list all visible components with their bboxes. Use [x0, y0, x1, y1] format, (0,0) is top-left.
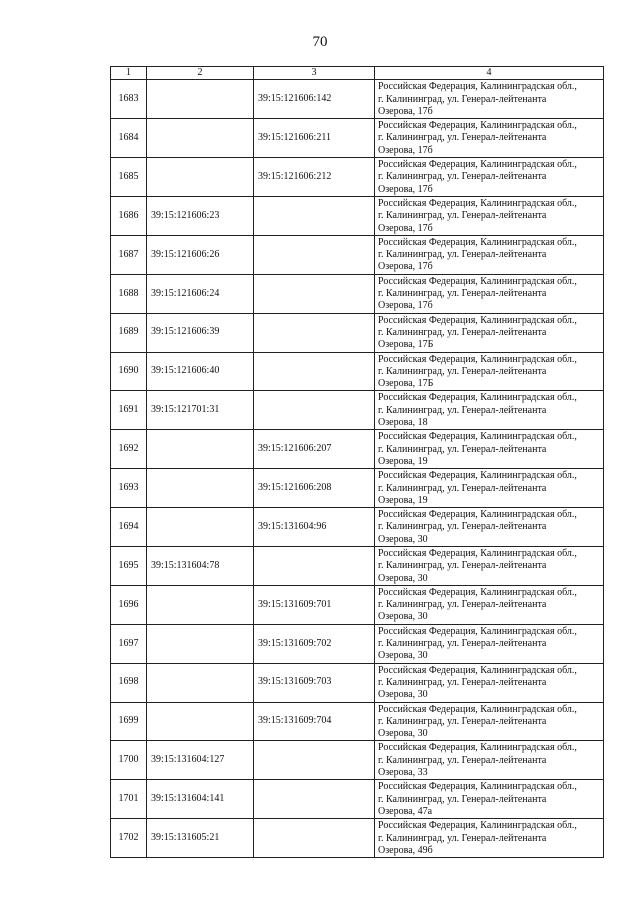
object-number-cell: 39:15:131609:702 — [254, 624, 375, 663]
registry-table — [110, 66, 604, 858]
object-number-cell: 39:15:131609:704 — [254, 702, 375, 741]
address-line: Российская Федерация, Калининградская обл., — [378, 236, 577, 248]
table-row — [111, 391, 604, 430]
object-number-cell: 39:15:121606:208 — [254, 469, 375, 508]
address-cell — [375, 546, 604, 585]
address-cell — [375, 741, 604, 780]
address-line: Российская Федерация, Калининградская обл., — [378, 197, 577, 209]
header-col-3: 3 — [254, 67, 375, 80]
table-row — [111, 741, 604, 780]
cadastral-number-cell — [147, 585, 254, 624]
cadastral-number-cell — [147, 119, 254, 158]
address-cell — [375, 430, 604, 469]
table-row — [111, 274, 604, 313]
address-line: г. Калининград, ул. Генерал-лейтенанта — [378, 676, 547, 688]
address-line: Озерова, 17б — [378, 183, 433, 195]
table-row — [111, 80, 604, 119]
address-line: г. Калининград, ул. Генерал-лейтенанта — [378, 171, 547, 183]
address-cell — [375, 819, 604, 858]
address-line: Озерова, 30 — [378, 728, 428, 740]
page-number: 70 — [312, 34, 328, 50]
table-row — [111, 196, 604, 235]
address-line: г. Калининград, ул. Генерал-лейтенанта — [378, 404, 547, 416]
object-number-cell: 39:15:121606:211 — [254, 119, 375, 158]
row-number-cell: 1698 — [111, 663, 147, 702]
row-number-cell: 1683 — [111, 80, 147, 119]
cadastral-number-cell: 39:15:131605:21 — [147, 819, 254, 858]
address-line: г. Калининград, ул. Генерал-лейтенанта — [378, 443, 547, 455]
address-cell — [375, 196, 604, 235]
table-row — [111, 546, 604, 585]
row-number-cell: 1699 — [111, 702, 147, 741]
address-line: Российская Федерация, Калининградская обл., — [378, 509, 577, 521]
address-line: г. Калининград, ул. Генерал-лейтенанта — [378, 93, 547, 105]
address-line: Озерова, 30 — [378, 689, 428, 701]
address-line: Озерова, 30 — [378, 650, 428, 662]
header-col-1: 1 — [111, 67, 147, 80]
address-line: г. Калининград, ул. Генерал-лейтенанта — [378, 365, 547, 377]
object-number-cell — [254, 780, 375, 819]
cadastral-number-cell — [147, 702, 254, 741]
address-line: Озерова, 33 — [378, 767, 428, 779]
address-line: Озерова, 17Б — [378, 378, 434, 390]
object-number-cell — [254, 196, 375, 235]
cadastral-number-cell: 39:15:121606:39 — [147, 313, 254, 352]
address-cell — [375, 313, 604, 352]
address-cell — [375, 235, 604, 274]
row-number-cell: 1701 — [111, 780, 147, 819]
cadastral-number-cell: 39:15:121606:40 — [147, 352, 254, 391]
row-number-cell: 1692 — [111, 430, 147, 469]
address-line: г. Калининград, ул. Генерал-лейтенанта — [378, 132, 547, 144]
address-line: г. Калининград, ул. Генерал-лейтенанта — [378, 793, 547, 805]
address-cell — [375, 624, 604, 663]
address-line: г. Калининград, ул. Генерал-лейтенанта — [378, 249, 547, 261]
address-line: Российская Федерация, Калининградская обл., — [378, 547, 577, 559]
cadastral-number-cell: 39:15:121701:31 — [147, 391, 254, 430]
address-line: Озерова, 17Б — [378, 339, 434, 351]
address-line: Озерова, 17б — [378, 144, 433, 156]
header-col-2: 2 — [147, 67, 254, 80]
table-row — [111, 663, 604, 702]
address-line: Российская Федерация, Калининградская обл., — [378, 664, 577, 676]
row-number-cell: 1694 — [111, 508, 147, 547]
table-row — [111, 469, 604, 508]
cadastral-number-cell — [147, 430, 254, 469]
cadastral-number-cell: 39:15:121606:23 — [147, 196, 254, 235]
address-line: Озерова, 30 — [378, 572, 428, 584]
address-line: г. Калининград, ул. Генерал-лейтенанта — [378, 482, 547, 494]
table-row — [111, 119, 604, 158]
address-line: Российская Федерация, Калининградская обл., — [378, 120, 577, 132]
address-line: Российская Федерация, Калининградская обл., — [378, 820, 577, 832]
object-number-cell — [254, 819, 375, 858]
row-number-cell: 1693 — [111, 469, 147, 508]
address-cell — [375, 158, 604, 197]
address-line: Озерова, 17б — [378, 261, 433, 273]
table-row — [111, 780, 604, 819]
address-line: Российская Федерация, Калининградская обл., — [378, 81, 577, 93]
table-row — [111, 430, 604, 469]
cadastral-number-cell — [147, 508, 254, 547]
object-number-cell: 39:15:121606:207 — [254, 430, 375, 469]
address-line: Российская Федерация, Калининградская обл., — [378, 353, 577, 365]
cadastral-number-cell — [147, 663, 254, 702]
address-line: Российская Федерация, Калининградская обл., — [378, 314, 577, 326]
address-cell — [375, 663, 604, 702]
object-number-cell: 39:15:131604:96 — [254, 508, 375, 547]
address-cell — [375, 508, 604, 547]
address-cell — [375, 391, 604, 430]
address-cell — [375, 780, 604, 819]
address-line: Озерова, 17б — [378, 300, 433, 312]
address-line: Озерова, 30 — [378, 611, 428, 623]
object-number-cell — [254, 352, 375, 391]
cadastral-number-cell — [147, 469, 254, 508]
object-number-cell — [254, 741, 375, 780]
address-line: г. Калининград, ул. Генерал-лейтенанта — [378, 210, 547, 222]
row-number-cell: 1689 — [111, 313, 147, 352]
address-line: г. Калининград, ул. Генерал-лейтенанта — [378, 715, 547, 727]
address-line: Озерова, 30 — [378, 533, 428, 545]
address-line: Российская Федерация, Калининградская обл., — [378, 703, 577, 715]
cadastral-number-cell — [147, 80, 254, 119]
row-number-cell: 1688 — [111, 274, 147, 313]
address-line: г. Калининград, ул. Генерал-лейтенанта — [378, 560, 547, 572]
address-cell — [375, 702, 604, 741]
address-line: Российская Федерация, Калининградская обл., — [378, 470, 577, 482]
object-number-cell — [254, 274, 375, 313]
address-line: г. Калининград, ул. Генерал-лейтенанта — [378, 521, 547, 533]
cadastral-number-cell — [147, 158, 254, 197]
cadastral-number-cell — [147, 624, 254, 663]
row-number-cell: 1695 — [111, 546, 147, 585]
table-row — [111, 585, 604, 624]
address-line: Озерова, 17б — [378, 222, 433, 234]
table-row — [111, 352, 604, 391]
address-line: Российская Федерация, Калининградская обл., — [378, 586, 577, 598]
address-line: г. Калининград, ул. Генерал-лейтенанта — [378, 638, 547, 650]
table-row — [111, 235, 604, 274]
address-line: Российская Федерация, Калининградская обл., — [378, 781, 577, 793]
header-col-4: 4 — [375, 67, 604, 80]
row-number-cell: 1684 — [111, 119, 147, 158]
address-cell — [375, 274, 604, 313]
cadastral-number-cell: 39:15:131604:127 — [147, 741, 254, 780]
row-number-cell: 1700 — [111, 741, 147, 780]
address-line: Российская Федерация, Калининградская обл., — [378, 392, 577, 404]
address-cell — [375, 469, 604, 508]
address-line: Российская Федерация, Калининградская обл., — [378, 625, 577, 637]
object-number-cell: 39:15:121606:142 — [254, 80, 375, 119]
address-line: Российская Федерация, Калининградская обл., — [378, 275, 577, 287]
address-cell — [375, 80, 604, 119]
row-number-cell: 1685 — [111, 158, 147, 197]
row-number-cell: 1702 — [111, 819, 147, 858]
object-number-cell: 39:15:131609:703 — [254, 663, 375, 702]
row-number-cell: 1697 — [111, 624, 147, 663]
object-number-cell — [254, 235, 375, 274]
cadastral-number-cell: 39:15:121606:26 — [147, 235, 254, 274]
address-cell — [375, 585, 604, 624]
row-number-cell: 1696 — [111, 585, 147, 624]
address-cell — [375, 352, 604, 391]
address-line: Озерова, 18 — [378, 417, 428, 429]
header-row — [111, 67, 604, 80]
table-row — [111, 313, 604, 352]
table-row — [111, 819, 604, 858]
row-number-cell: 1687 — [111, 235, 147, 274]
table-row — [111, 158, 604, 197]
address-line: Озерова, 47а — [378, 805, 433, 817]
address-line: Российская Федерация, Калининградская обл., — [378, 159, 577, 171]
object-number-cell: 39:15:131609:701 — [254, 585, 375, 624]
cadastral-number-cell: 39:15:121606:24 — [147, 274, 254, 313]
row-number-cell: 1691 — [111, 391, 147, 430]
address-line: Озерова, 19 — [378, 455, 428, 467]
address-cell — [375, 119, 604, 158]
table-row — [111, 702, 604, 741]
object-number-cell — [254, 546, 375, 585]
address-line: г. Калининград, ул. Генерал-лейтенанта — [378, 288, 547, 300]
object-number-cell — [254, 313, 375, 352]
address-line: Российская Федерация, Калининградская обл., — [378, 742, 577, 754]
table-row — [111, 624, 604, 663]
address-line: Озерова, 17б — [378, 105, 433, 117]
table-row — [111, 508, 604, 547]
address-line: Российская Федерация, Калининградская обл., — [378, 431, 577, 443]
cadastral-number-cell: 39:15:131604:78 — [147, 546, 254, 585]
address-line: г. Калининград, ул. Генерал-лейтенанта — [378, 326, 547, 338]
address-line: г. Калининград, ул. Генерал-лейтенанта — [378, 754, 547, 766]
row-number-cell: 1686 — [111, 196, 147, 235]
object-number-cell: 39:15:121606:212 — [254, 158, 375, 197]
address-line: г. Калининград, ул. Генерал-лейтенанта — [378, 832, 547, 844]
address-line: г. Калининград, ул. Генерал-лейтенанта — [378, 599, 547, 611]
address-line: Озерова, 49б — [378, 844, 433, 856]
row-number-cell: 1690 — [111, 352, 147, 391]
cadastral-number-cell: 39:15:131604:141 — [147, 780, 254, 819]
address-line: Озерова, 19 — [378, 494, 428, 506]
object-number-cell — [254, 391, 375, 430]
